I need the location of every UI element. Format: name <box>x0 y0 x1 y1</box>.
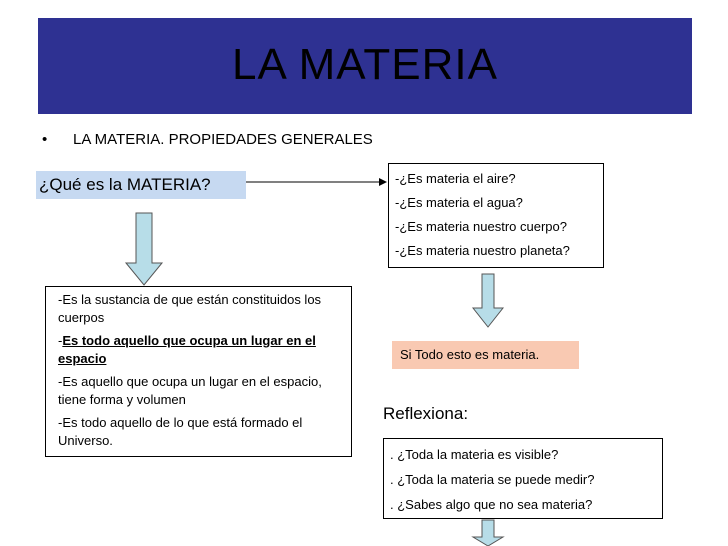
definition-item: -Es todo aquello de lo que está formado el Universo. <box>58 415 303 448</box>
question-box: ¿Qué es la MATERIA? <box>36 171 246 199</box>
down-arrow-icon <box>473 520 503 546</box>
question-item: -¿Es materia nuestro cuerpo? <box>395 219 567 234</box>
reflexiona-heading: Reflexiona: <box>383 404 469 423</box>
answer-box: Si Todo esto es materia. <box>392 341 579 369</box>
question-item: -¿Es materia nuestro planeta? <box>395 243 570 258</box>
question-item: -¿Es materia el aire? <box>395 171 516 186</box>
reflexiona-item: . ¿Toda la materia es visible? <box>390 447 559 462</box>
reflexiona-item: . ¿Toda la materia se puede medir? <box>390 472 595 487</box>
definition-item: -Es la sustancia de que están constituidos los cuerpos <box>58 292 322 325</box>
page-title: LA MATERIA <box>232 40 498 89</box>
reflexiona-item: . ¿Sabes algo que no sea materia? <box>390 497 593 512</box>
bullet-marker: • <box>42 131 48 148</box>
definition-item: -Es aquello que ocupa un lugar en el espacio, tiene forma y volumen <box>58 374 322 407</box>
down-arrow-icon <box>126 213 162 285</box>
subtitle-bullet: LA MATERIA. PROPIEDADES GENERALES <box>73 131 373 148</box>
definition-item: -Es todo aquello que ocupa un lugar en el espacio <box>58 333 316 366</box>
question-item: -¿Es materia el agua? <box>395 195 523 210</box>
down-arrow-icon <box>473 274 503 327</box>
